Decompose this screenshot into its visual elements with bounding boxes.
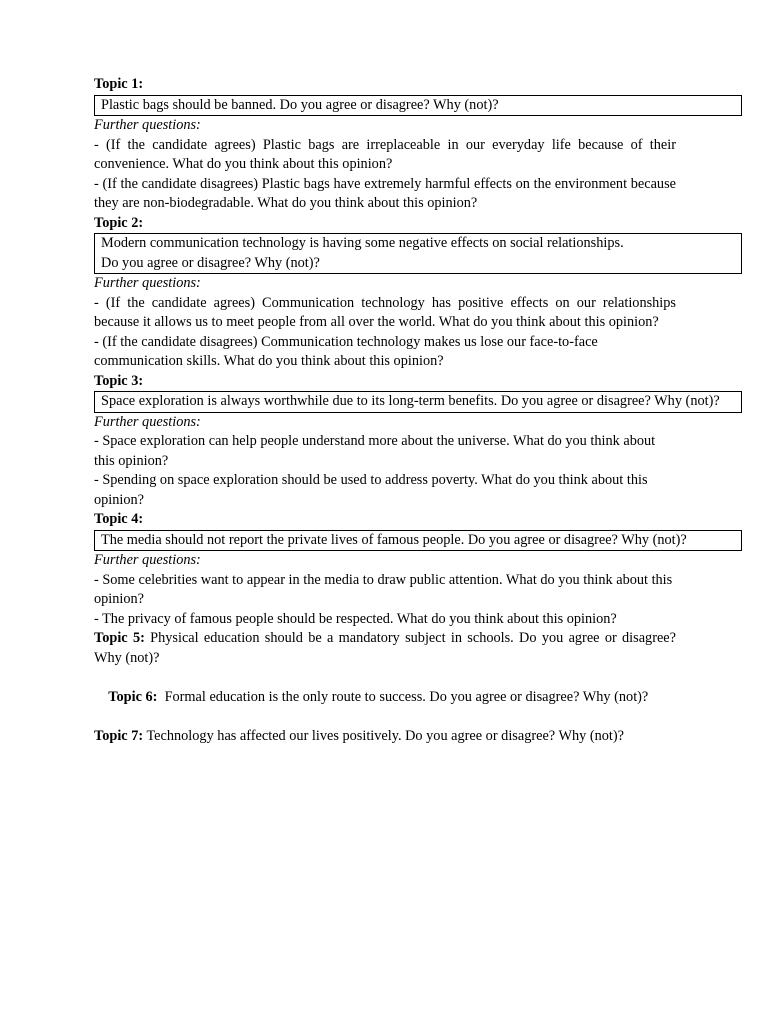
further-question: - Some celebrities want to appear in the media to draw public attention. What do you think about this opinion? (94, 571, 673, 607)
further-questions-label: Further questions: (94, 117, 201, 133)
topic-6 (94, 668, 676, 727)
topic-prompt: Physical education should be a mandatory subject in schools. Do you agree or disagree? Why (not)? (94, 630, 676, 666)
topic-prompt-line: Do you agree or disagree? Why (not)? (101, 254, 320, 271)
topic-heading: Topic 3: (94, 372, 144, 389)
topic-prompt: Plastic bags should be banned. Do you agree or disagree? Why (not)? (101, 96, 499, 113)
topic-heading: Topic 2: (94, 214, 144, 231)
topic-1 (94, 75, 742, 214)
topic-heading: Topic 4: (94, 511, 144, 527)
further-questions-label: Further questions: (94, 275, 201, 291)
further-question: - (If the candidate disagrees) Communication technology makes us lose our face-to-face communication skills. What do you think about this opinion? (94, 333, 598, 369)
topic-prompt: The media should not report the private lives of famous people. Do you agree or disagree? Why (not)? (101, 531, 687, 548)
further-question: - Spending on space exploration should be used to address poverty. What do you think about this opinion? (94, 472, 648, 508)
topic-prompt: Formal education is the only route to success. Do you agree or disagree? Why (not)? (157, 688, 649, 705)
topic-prompt-box (94, 233, 742, 274)
further-questions-label: Further questions: (94, 413, 201, 430)
further-question: - Space exploration can help people understand more about the universe. What do you think about this opinion? (94, 433, 656, 469)
further-question: - (If the candidate agrees) Communication technology has positive effects on our relationships because it allows us to meet people from all over the world. What do you think about this opinion? (94, 294, 676, 330)
topic-4 (94, 510, 742, 629)
topic-heading: Topic 1: (94, 76, 144, 92)
topic-7 (94, 727, 676, 747)
topic-prompt-line: Modern communication technology is having some negative effects on social relationships. (101, 235, 624, 251)
topic-3 (94, 372, 742, 511)
topic-prompt: Space exploration is always worthwhile due to its long-term benefits. Do you agree or disagree? Why (not)? (101, 393, 720, 409)
further-question: - The privacy of famous people should be respected. What do you think about this opinion? (94, 610, 617, 627)
topic-heading: Topic 7: (94, 727, 144, 744)
topic-heading: Topic 6: (108, 688, 158, 705)
further-question: - (If the candidate disagrees) Plastic bags have extremely harmful effects on the environment because they are non-biodegradable. What do you think about this opinion? (94, 175, 676, 211)
topic-prompt: Technology has affected our lives positively. Do you agree or disagree? Why (not)? (143, 727, 624, 744)
topic-2 (94, 214, 742, 372)
further-questions-label: Further questions: (94, 552, 201, 568)
topic-prompt-box (94, 95, 742, 117)
topic-heading: Topic 5: (94, 630, 145, 646)
topic-prompt-box (94, 391, 742, 413)
topic-prompt-box (94, 530, 742, 552)
further-question: - (If the candidate agrees) Plastic bags are irreplaceable in our everyday life because of their convenience. What do you think about this opinion? (94, 136, 676, 172)
document-page (94, 75, 742, 746)
topic-5 (94, 629, 676, 668)
